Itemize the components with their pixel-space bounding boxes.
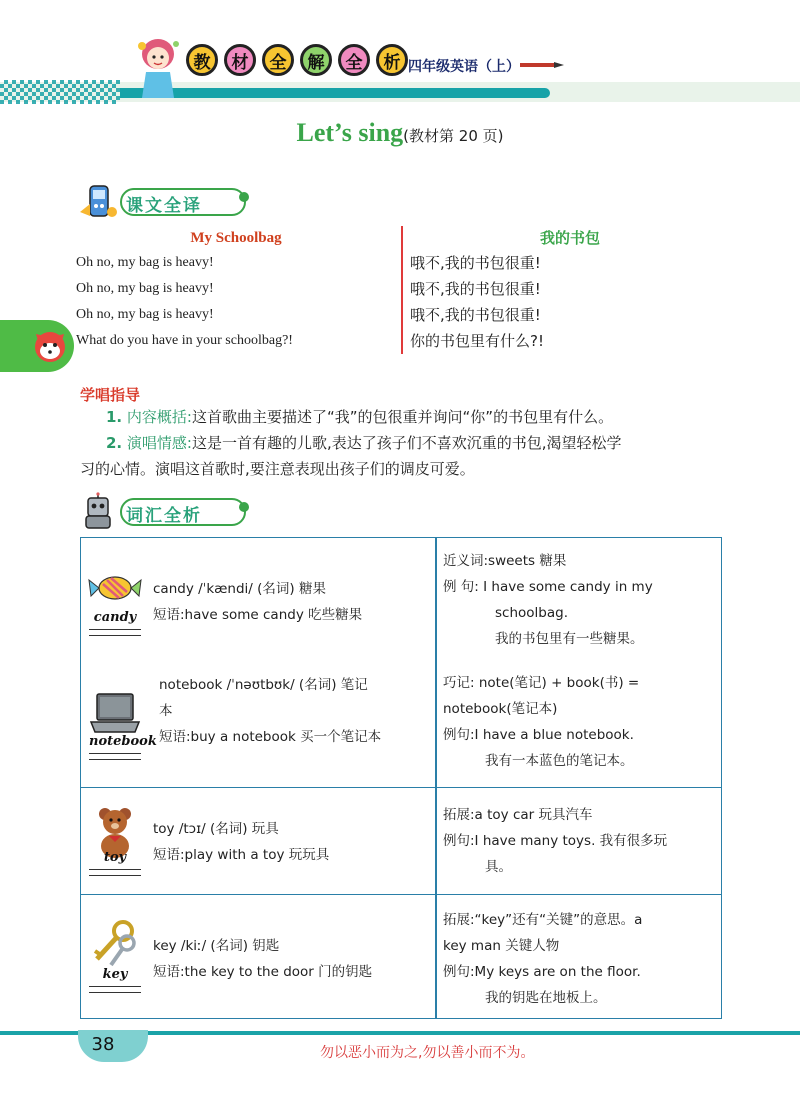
lyric-line-cn: 哦不,我的书包很重!	[410, 306, 541, 324]
lyric-line-en: Oh no, my bag is heavy!	[76, 307, 214, 322]
word-definition: key /kiː/ (名词) 钥匙	[153, 938, 280, 954]
guide-heading: 学唱指导	[80, 386, 141, 404]
lyrics-title-en: My Schoolbag	[190, 230, 282, 246]
word-entry	[153, 933, 431, 985]
word-caption: candy	[89, 610, 141, 630]
textbook-page-ref: (教材第 20 页)	[403, 127, 504, 145]
word-caption: toy	[89, 850, 141, 870]
word-phrase: 短语:have some candy 吃些糖果	[153, 607, 363, 623]
section-heading-label: 课文全译	[126, 196, 202, 216]
section-heading-translation	[76, 182, 246, 222]
vocab-table	[80, 537, 722, 1019]
guide-paragraph-1: 1. 内容概括:这首歌曲主要描述了“我”的包很重并询问“你”的书包里有什么。	[106, 408, 614, 426]
header-title	[186, 44, 408, 76]
word-entry	[153, 816, 431, 868]
header-title-char: 材	[224, 44, 256, 76]
lyrics-title-cn: 我的书包	[539, 229, 600, 247]
song-title-text: Let’s sing	[296, 118, 404, 147]
header-title-char: 全	[262, 44, 294, 76]
page-number: 38	[91, 1034, 115, 1055]
word-definition: candy /ˈkændi/ (名词) 糖果	[153, 581, 326, 597]
word-notes: 拓展:a toy car 玩具汽车 例句:I have many toys. 我有很多玩 具。	[443, 807, 668, 875]
word-caption: key	[89, 967, 141, 987]
lyrics-chinese	[410, 226, 730, 354]
lyric-line-cn: 哦不,我的书包很重!	[410, 280, 541, 298]
header-title-char: 析	[376, 44, 408, 76]
phone-mascot-icon	[76, 182, 120, 222]
header-title-char: 全	[338, 44, 370, 76]
word-entry	[159, 672, 437, 750]
word-definition-cont: 本	[159, 703, 173, 719]
pencil-icon	[520, 60, 565, 70]
header-checker-pattern	[0, 80, 120, 104]
keys-icon	[87, 917, 143, 973]
lyric-line-cn: 你的书包里有什么?!	[410, 332, 544, 350]
page-header	[0, 30, 800, 110]
robot-mascot-icon	[76, 492, 120, 532]
table-row	[81, 894, 721, 1020]
song-title	[0, 118, 800, 148]
lyrics-table	[76, 226, 736, 356]
word-phrase: 短语:buy a notebook 买一个笔记本	[159, 729, 382, 745]
header-title-char: 解	[300, 44, 332, 76]
grade-label: 四年级英语（上）	[408, 59, 520, 75]
word-notes: 拓展:“key”还有“关键”的意思。a key man 关键人物 例句:My keys are on the floor. 我的钥匙在地板上。	[443, 912, 643, 1006]
girl-mascot-icon	[130, 32, 186, 104]
word-definition: toy /tɔɪ/ (名词) 玩具	[153, 821, 279, 837]
word-entry	[153, 576, 431, 628]
lyric-line-en: Oh no, my bag is heavy!	[76, 281, 214, 296]
guide-paragraph-2-cont: 习的心情。演唱这首歌时,要注意表现出孩子们的调皮可爱。	[80, 460, 475, 478]
table-row	[81, 538, 721, 660]
word-caption: notebook	[89, 734, 141, 754]
table-row	[81, 660, 721, 787]
lyrics-divider	[401, 226, 403, 354]
header-title-char: 教	[186, 44, 218, 76]
lyric-line-cn: 哦不,我的书包很重!	[410, 254, 541, 272]
word-notes: 巧记: note(笔记) + book(书) = notebook(笔记本) 例句:I have a blue notebook. 我有一本蓝色的笔记本。	[443, 675, 640, 769]
table-row	[81, 787, 721, 894]
lyric-line-en: Oh no, my bag is heavy!	[76, 255, 214, 270]
footer-motto: 勿以恶小而为之,勿以善小而不为。	[320, 1045, 535, 1061]
table-column-divider	[435, 538, 437, 1018]
word-notes: 近义词:sweets 糖果 例 句: I have some candy in my schoolbag. 我的书包里有一些糖果。	[443, 553, 653, 647]
lyric-line-en: What do you have in your schoolbag?!	[76, 333, 293, 348]
section-heading-label: 词汇全析	[126, 506, 202, 526]
section-heading-vocab	[76, 492, 246, 532]
word-definition: notebook /ˈnəʊtbʊk/ (名词) 笔记	[159, 677, 368, 693]
word-phrase: 短语:the key to the door 门的钥匙	[153, 964, 373, 980]
word-phrase: 短语:play with a toy 玩玩具	[153, 847, 330, 863]
fox-face-icon	[30, 326, 70, 366]
guide-paragraph-2: 2. 演唱情感:这是一首有趣的儿歌,表达了孩子们不喜欢沉重的书包,渴望轻松学	[106, 434, 622, 452]
lyrics-english	[76, 226, 396, 354]
